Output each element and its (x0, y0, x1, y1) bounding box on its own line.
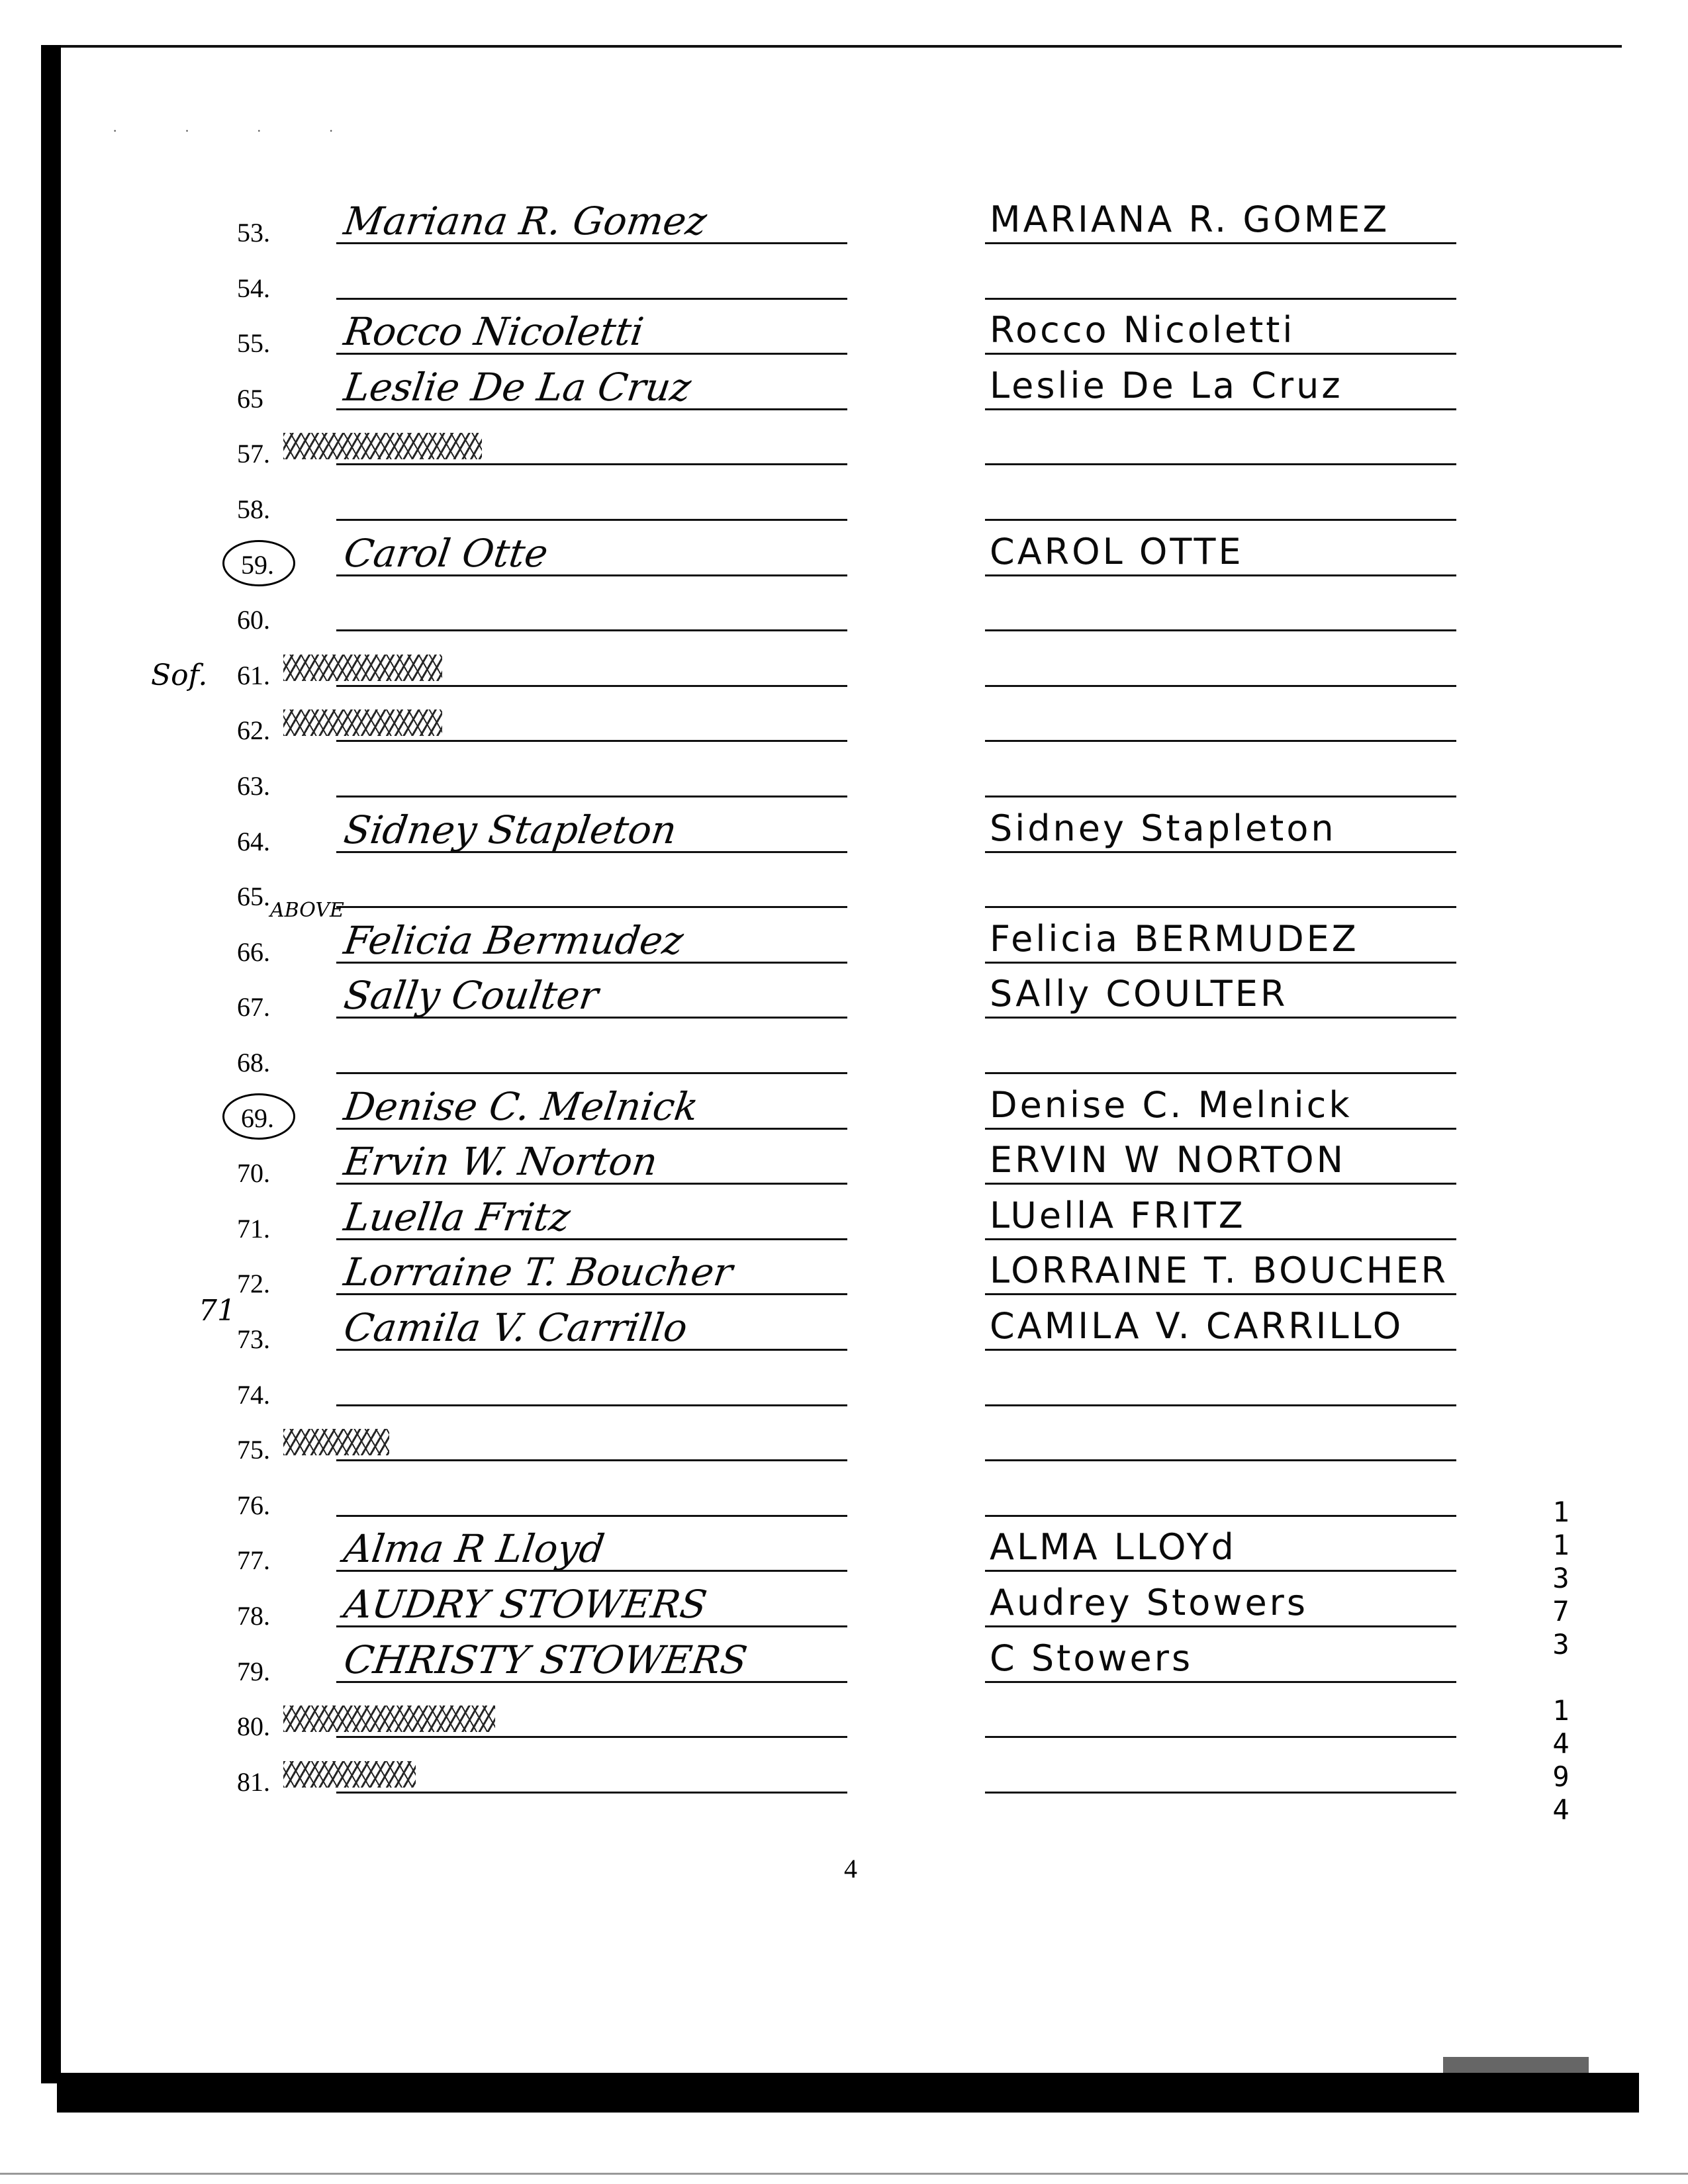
printed-name: Denise C. Melnick (990, 1083, 1352, 1126)
row-number: 69. (241, 1103, 274, 1133)
row-number: 53. (237, 218, 270, 248)
handwritten-signature: CHRISTY STOWERS (341, 1637, 750, 1682)
signature-row (0, 309, 1688, 365)
signature-row (0, 641, 1688, 697)
handwritten-signature (341, 586, 851, 632)
printed-name: LUellA FRITZ (990, 1194, 1246, 1236)
signature-row (0, 1028, 1688, 1084)
side-code-digit: 3 (1552, 1628, 1570, 1661)
handwritten-signature: AUDRY STOWERS (341, 1582, 710, 1627)
side-code-digit: 3 (1552, 1562, 1570, 1594)
printed-name (990, 1471, 1519, 1518)
handwritten-signature (341, 1028, 851, 1075)
handwritten-signature (341, 420, 851, 466)
handwritten-signature: Sally Coulter (341, 973, 602, 1019)
handwritten-signature: Carol Otte (341, 530, 551, 576)
row-number: 54. (237, 273, 270, 303)
handwritten-signature (341, 1692, 851, 1739)
side-code-digit: 9 (1552, 1760, 1570, 1793)
signature-row (0, 365, 1688, 420)
printed-name (990, 696, 1519, 743)
signature-row (0, 1084, 1688, 1140)
row-number: 80. (237, 1711, 270, 1742)
printed-name: CAROL OTTE (990, 530, 1244, 572)
printed-name (990, 586, 1519, 632)
printed-name: MARIANA R. GOMEZ (990, 199, 1390, 240)
printed-name (990, 475, 1519, 522)
signature-row (0, 862, 1688, 918)
signature-row (0, 1361, 1688, 1416)
row-number: 81. (237, 1766, 270, 1797)
printed-name (990, 1748, 1519, 1794)
handwritten-signature (341, 752, 851, 798)
signature-row (0, 1195, 1688, 1250)
margin-note-above: ABOVE (270, 899, 344, 922)
printed-name (990, 1361, 1519, 1407)
handwritten-signature: Luella Fritz (341, 1194, 573, 1240)
row-number: 77. (237, 1545, 270, 1576)
row-number: 63. (237, 771, 270, 801)
printed-name: C Stowers (990, 1637, 1194, 1679)
signature-row (0, 1692, 1688, 1748)
printed-name: Leslie De La Cruz (990, 364, 1343, 406)
row-number: 75. (237, 1435, 270, 1465)
row-number: 64. (237, 826, 270, 856)
row-number: 79. (237, 1656, 270, 1686)
printed-name (990, 641, 1519, 688)
signature-row (0, 1416, 1688, 1471)
bottom-footer-remnant (1443, 2057, 1589, 2073)
signature-row (0, 1305, 1688, 1361)
signature-row (0, 807, 1688, 863)
printed-name: Audrey Stowers (990, 1582, 1309, 1623)
signature-row (0, 696, 1688, 752)
row-number: 55. (237, 328, 270, 359)
signature-row (0, 254, 1688, 310)
row-number: 62. (237, 715, 270, 746)
side-code-digit: 1 (1552, 1529, 1570, 1561)
signature-row (0, 475, 1688, 531)
top-border-line (46, 45, 1622, 48)
printed-name: Sidney Stapleton (990, 807, 1336, 849)
handwritten-signature: Denise C. Melnick (341, 1083, 702, 1129)
printed-name: Felicia BERMUDEZ (990, 917, 1359, 960)
row-number: 65 (237, 383, 263, 414)
row-number: 60. (237, 605, 270, 635)
row-number: 68. (237, 1048, 270, 1077)
page-number: 4 (844, 1854, 857, 1884)
row-number: 66. (237, 936, 270, 967)
printed-name (990, 1416, 1519, 1462)
handwritten-signature (341, 1361, 851, 1407)
bottom-scan-bar (57, 2073, 1639, 2113)
handwritten-signature: Mariana R. Gomez (341, 199, 710, 244)
handwritten-signature: Sidney Stapleton (341, 807, 680, 852)
signature-row (0, 1748, 1688, 1803)
handwritten-signature: Alma R Lloyd (341, 1526, 608, 1572)
row-number: 72. (237, 1269, 270, 1299)
handwritten-signature (341, 1748, 851, 1794)
side-code-digit: 1 (1552, 1496, 1570, 1528)
row-number: 59. (241, 549, 274, 580)
signature-row (0, 918, 1688, 974)
handwritten-signature: Lorraine T. Boucher (341, 1250, 735, 1295)
printed-name: Rocco Nicoletti (990, 309, 1295, 351)
signature-row (0, 1526, 1688, 1582)
signature-row (0, 1471, 1688, 1527)
handwritten-signature (341, 475, 851, 522)
printed-name (990, 1692, 1519, 1739)
signature-row (0, 531, 1688, 586)
signature-row (0, 586, 1688, 641)
row-number: 65. (237, 882, 270, 912)
margin-note-71: 71 (199, 1294, 236, 1328)
handwritten-signature: Felicia Bermudez (341, 917, 686, 963)
row-number: 71. (237, 1213, 270, 1244)
side-code-digit (1548, 1661, 1574, 1694)
row-number: 67. (237, 992, 270, 1023)
row-number: 58. (237, 494, 270, 524)
row-number: 57. (237, 439, 270, 469)
side-code-digit: 4 (1552, 1794, 1570, 1826)
printed-name: SAlly COULTER (990, 973, 1288, 1015)
handwritten-signature: Camila V. Carrillo (341, 1305, 690, 1350)
bottom-scan-line (0, 2173, 1688, 2175)
signature-row (0, 973, 1688, 1028)
printed-name: ERVIN W NORTON (990, 1139, 1346, 1181)
handwritten-signature (341, 696, 851, 743)
signature-row (0, 1139, 1688, 1195)
signature-row (0, 752, 1688, 807)
side-code-digit: 1 (1552, 1694, 1570, 1727)
row-number: 76. (237, 1490, 270, 1520)
margin-note-sig: Sof. (151, 659, 208, 692)
handwritten-signature (341, 641, 851, 688)
handwritten-signature (341, 1471, 851, 1518)
row-number: 61. (237, 660, 270, 690)
handwritten-signature: Ervin W. Norton (341, 1139, 661, 1185)
signature-row (0, 1250, 1688, 1305)
row-number: 70. (237, 1158, 270, 1189)
handwritten-signature (341, 1416, 851, 1462)
handwritten-signature (341, 254, 851, 300)
handwritten-signature: Leslie De La Cruz (341, 364, 694, 410)
signature-row (0, 420, 1688, 475)
row-number: 74. (237, 1379, 270, 1410)
printed-name (990, 752, 1519, 798)
handwritten-signature: Rocco Nicoletti (341, 309, 647, 355)
printed-name: CAMILA V. CARRILLO (990, 1305, 1404, 1347)
handwritten-signature (341, 862, 851, 909)
printed-name (990, 862, 1519, 909)
printed-name (990, 420, 1519, 466)
row-number: 78. (237, 1601, 270, 1631)
scan-specks: · · · · (113, 122, 365, 139)
printed-name: LORRAINE T. BOUCHER (990, 1250, 1449, 1292)
printed-name (990, 1028, 1519, 1075)
signature-row (0, 1637, 1688, 1693)
signature-row (0, 1582, 1688, 1637)
printed-name (990, 254, 1519, 300)
side-code-digit: 7 (1552, 1595, 1570, 1627)
printed-name: ALMA LLOYd (990, 1526, 1237, 1569)
side-code-digit: 4 (1552, 1727, 1570, 1760)
signature-row (0, 199, 1688, 254)
row-number: 73. (237, 1324, 270, 1354)
side-document-code (1548, 1496, 1574, 1827)
